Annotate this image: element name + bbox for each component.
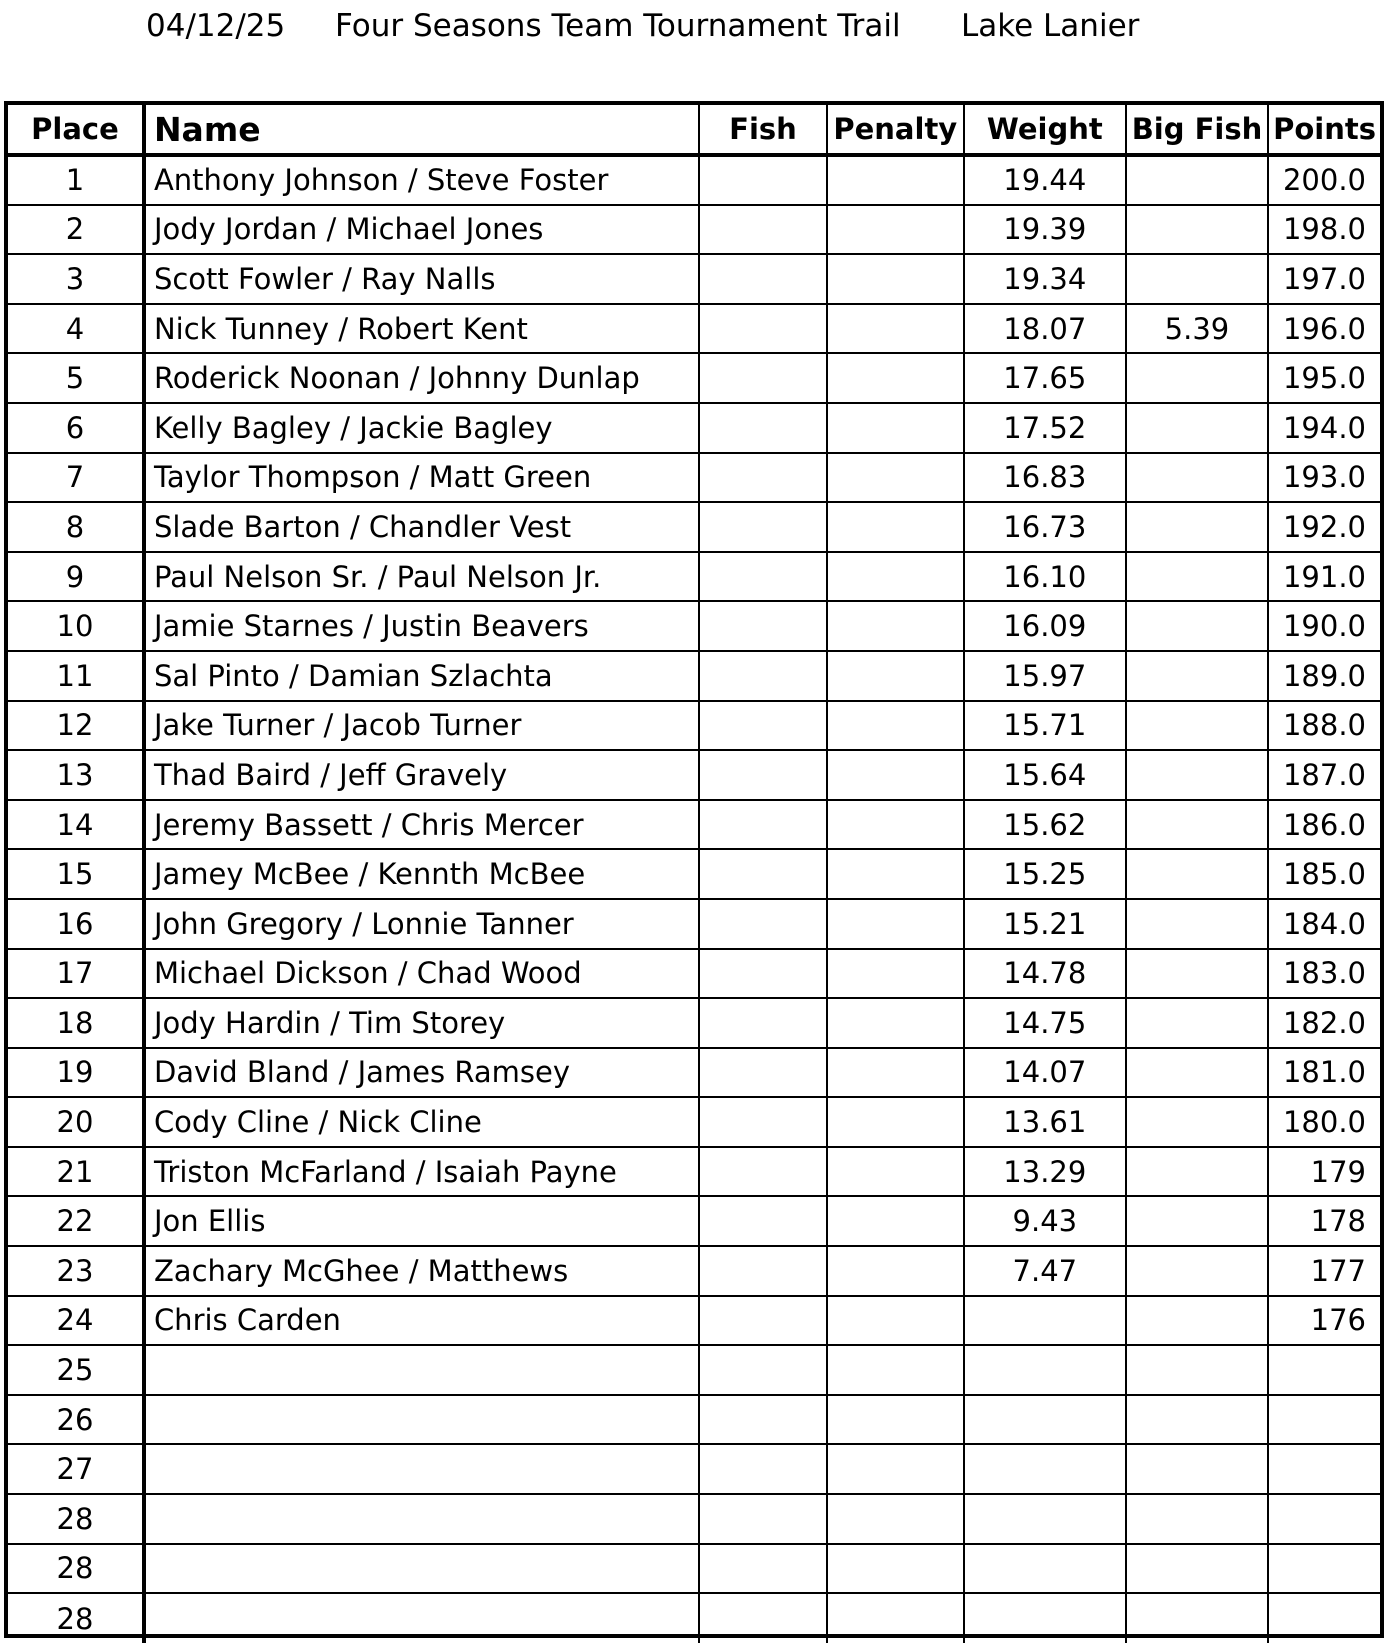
penalty-cell	[827, 1196, 964, 1246]
place-cell: 9	[8, 552, 144, 602]
name-cell: John Gregory / Lonnie Tanner	[144, 899, 699, 949]
place-cell: 11	[8, 651, 144, 701]
penalty-cell	[827, 1544, 964, 1594]
penalty-cell	[827, 800, 964, 850]
place-cell: 28	[8, 1593, 144, 1643]
table-row	[8, 849, 1380, 899]
fish-cell	[699, 254, 827, 304]
big-fish-cell	[1126, 1494, 1268, 1544]
name-cell: Roderick Noonan / Johnny Dunlap	[144, 353, 699, 403]
big-fish-cell	[1126, 899, 1268, 949]
name-cell: Nick Tunney / Robert Kent	[144, 304, 699, 354]
place-cell: 22	[8, 1196, 144, 1246]
penalty-cell	[827, 1048, 964, 1098]
weight-cell: 9.43	[964, 1196, 1126, 1246]
table-row	[8, 502, 1380, 552]
big-fish-cell	[1126, 601, 1268, 651]
weight-cell: 15.25	[964, 849, 1126, 899]
penalty-cell	[827, 1593, 964, 1643]
weight-cell	[964, 1544, 1126, 1594]
place-cell: 3	[8, 254, 144, 304]
table-row	[8, 155, 1380, 205]
penalty-cell	[827, 899, 964, 949]
points-cell: 180.0	[1268, 1097, 1380, 1147]
place-cell: 24	[8, 1296, 144, 1346]
name-cell: Jon Ellis	[144, 1196, 699, 1246]
points-cell	[1268, 1544, 1380, 1594]
table-row	[8, 453, 1380, 503]
points-cell: 185.0	[1268, 849, 1380, 899]
big-fish-cell	[1126, 701, 1268, 751]
name-cell	[144, 1444, 699, 1494]
penalty-cell	[827, 304, 964, 354]
name-cell: Anthony Johnson / Steve Foster	[144, 155, 699, 205]
place-cell: 16	[8, 899, 144, 949]
points-cell: 190.0	[1268, 601, 1380, 651]
place-cell: 26	[8, 1395, 144, 1445]
penalty-cell	[827, 701, 964, 751]
penalty-cell	[827, 1494, 964, 1544]
weight-cell: 14.75	[964, 998, 1126, 1048]
fish-cell	[699, 1544, 827, 1594]
weight-cell: 13.61	[964, 1097, 1126, 1147]
fish-cell	[699, 205, 827, 255]
weight-cell: 15.21	[964, 899, 1126, 949]
name-cell: Sal Pinto / Damian Szlachta	[144, 651, 699, 701]
name-cell: Jody Hardin / Tim Storey	[144, 998, 699, 1048]
big-fish-cell	[1126, 1593, 1268, 1643]
place-cell: 2	[8, 205, 144, 255]
penalty-cell	[827, 403, 964, 453]
weight-cell: 15.62	[964, 800, 1126, 850]
table-row	[8, 1147, 1380, 1197]
points-cell: 187.0	[1268, 750, 1380, 800]
points-cell: 194.0	[1268, 403, 1380, 453]
big-fish-cell	[1126, 651, 1268, 701]
points-cell: 200.0	[1268, 155, 1380, 205]
penalty-cell	[827, 1147, 964, 1197]
name-cell	[144, 1395, 699, 1445]
place-cell: 15	[8, 849, 144, 899]
fish-cell	[699, 701, 827, 751]
name-cell	[144, 1345, 699, 1395]
fish-cell	[699, 403, 827, 453]
table-row	[8, 304, 1380, 354]
table-row	[8, 1296, 1380, 1346]
weight-cell: 19.34	[964, 254, 1126, 304]
penalty-cell	[827, 1345, 964, 1395]
name-cell: Thad Baird / Jeff Gravely	[144, 750, 699, 800]
tournament-title: Four Seasons Team Tournament Trail	[335, 8, 901, 44]
weight-cell: 16.09	[964, 601, 1126, 651]
column-header-fish: Fish	[699, 105, 827, 155]
big-fish-cell	[1126, 849, 1268, 899]
big-fish-cell	[1126, 1544, 1268, 1594]
points-cell: 183.0	[1268, 949, 1380, 999]
column-header-points: Points	[1268, 105, 1380, 155]
name-cell	[144, 1494, 699, 1544]
penalty-cell	[827, 998, 964, 1048]
big-fish-cell	[1126, 1097, 1268, 1147]
place-cell: 21	[8, 1147, 144, 1197]
big-fish-cell	[1126, 1048, 1268, 1098]
fish-cell	[699, 1444, 827, 1494]
big-fish-cell: 5.39	[1126, 304, 1268, 354]
tournament-date: 04/12/25	[146, 8, 286, 44]
fish-cell	[699, 552, 827, 602]
fish-cell	[699, 1395, 827, 1445]
penalty-cell	[827, 849, 964, 899]
big-fish-cell	[1126, 1196, 1268, 1246]
weight-cell: 16.73	[964, 502, 1126, 552]
place-cell: 28	[8, 1494, 144, 1544]
points-cell: 195.0	[1268, 353, 1380, 403]
fish-cell	[699, 453, 827, 503]
big-fish-cell	[1126, 254, 1268, 304]
weight-cell	[964, 1395, 1126, 1445]
fish-cell	[699, 1246, 827, 1296]
place-cell: 4	[8, 304, 144, 354]
table-row	[8, 949, 1380, 999]
weight-cell: 13.29	[964, 1147, 1126, 1197]
name-cell: Jamey McBee / Kennth McBee	[144, 849, 699, 899]
big-fish-cell	[1126, 552, 1268, 602]
penalty-cell	[827, 1246, 964, 1296]
penalty-cell	[827, 601, 964, 651]
weight-cell: 19.39	[964, 205, 1126, 255]
big-fish-cell	[1126, 403, 1268, 453]
table-row	[8, 205, 1380, 255]
points-cell	[1268, 1345, 1380, 1395]
points-cell: 178	[1268, 1196, 1380, 1246]
place-cell: 19	[8, 1048, 144, 1098]
place-cell: 6	[8, 403, 144, 453]
fish-cell	[699, 949, 827, 999]
name-cell	[144, 1544, 699, 1594]
name-cell: Triston McFarland / Isaiah Payne	[144, 1147, 699, 1197]
fish-cell	[699, 155, 827, 205]
fish-cell	[699, 1345, 827, 1395]
name-cell: Chris Carden	[144, 1296, 699, 1346]
column-header-place: Place	[8, 105, 144, 155]
big-fish-cell	[1126, 1395, 1268, 1445]
big-fish-cell	[1126, 353, 1268, 403]
table-row	[8, 800, 1380, 850]
fish-cell	[699, 1097, 827, 1147]
name-cell: David Bland / James Ramsey	[144, 1048, 699, 1098]
fish-cell	[699, 899, 827, 949]
name-cell: Michael Dickson / Chad Wood	[144, 949, 699, 999]
points-cell: 182.0	[1268, 998, 1380, 1048]
penalty-cell	[827, 155, 964, 205]
big-fish-cell	[1126, 1147, 1268, 1197]
header-row	[8, 105, 1380, 155]
lake-name: Lake Lanier	[961, 8, 1140, 44]
table-row	[8, 601, 1380, 651]
table-row	[8, 651, 1380, 701]
fish-cell	[699, 1147, 827, 1197]
weight-cell: 18.07	[964, 304, 1126, 354]
column-header-big-fish: Big Fish	[1126, 105, 1268, 155]
fish-cell	[699, 502, 827, 552]
fish-cell	[699, 353, 827, 403]
name-cell: Zachary McGhee / Matthews	[144, 1246, 699, 1296]
big-fish-cell	[1126, 800, 1268, 850]
place-cell: 17	[8, 949, 144, 999]
weight-cell: 17.52	[964, 403, 1126, 453]
weight-cell	[964, 1593, 1126, 1643]
name-cell: Jamie Starnes / Justin Beavers	[144, 601, 699, 651]
fish-cell	[699, 1048, 827, 1098]
table-row	[8, 254, 1380, 304]
big-fish-cell	[1126, 205, 1268, 255]
penalty-cell	[827, 205, 964, 255]
big-fish-cell	[1126, 750, 1268, 800]
table-row	[8, 1048, 1380, 1098]
place-cell: 28	[8, 1544, 144, 1594]
name-cell: Cody Cline / Nick Cline	[144, 1097, 699, 1147]
penalty-cell	[827, 1097, 964, 1147]
weight-cell: 19.44	[964, 155, 1126, 205]
penalty-cell	[827, 502, 964, 552]
table-row	[8, 552, 1380, 602]
penalty-cell	[827, 1296, 964, 1346]
place-cell: 1	[8, 155, 144, 205]
points-cell: 189.0	[1268, 651, 1380, 701]
table-row	[8, 1395, 1380, 1445]
penalty-cell	[827, 1395, 964, 1445]
table-row	[8, 1097, 1380, 1147]
name-cell: Taylor Thompson / Matt Green	[144, 453, 699, 503]
table-row	[8, 1593, 1380, 1643]
table-row	[8, 1544, 1380, 1594]
fish-cell	[699, 1593, 827, 1643]
big-fish-cell	[1126, 1444, 1268, 1494]
penalty-cell	[827, 254, 964, 304]
place-cell: 14	[8, 800, 144, 850]
column-header-weight: Weight	[964, 105, 1126, 155]
fish-cell	[699, 1296, 827, 1346]
penalty-cell	[827, 1444, 964, 1494]
table-row	[8, 1345, 1380, 1395]
fish-cell	[699, 800, 827, 850]
big-fish-cell	[1126, 502, 1268, 552]
points-cell: 193.0	[1268, 453, 1380, 503]
fish-cell	[699, 1494, 827, 1544]
big-fish-cell	[1126, 949, 1268, 999]
big-fish-cell	[1126, 1345, 1268, 1395]
name-cell: Scott Fowler / Ray Nalls	[144, 254, 699, 304]
points-cell: 184.0	[1268, 899, 1380, 949]
table-row	[8, 701, 1380, 751]
name-cell: Jeremy Bassett / Chris Mercer	[144, 800, 699, 850]
place-cell: 18	[8, 998, 144, 1048]
column-header-penalty: Penalty	[827, 105, 964, 155]
big-fish-cell	[1126, 1246, 1268, 1296]
points-cell: 176	[1268, 1296, 1380, 1346]
points-cell: 197.0	[1268, 254, 1380, 304]
name-cell	[144, 1593, 699, 1643]
points-cell: 188.0	[1268, 701, 1380, 751]
weight-cell: 16.10	[964, 552, 1126, 602]
fish-cell	[699, 998, 827, 1048]
table-row	[8, 1196, 1380, 1246]
weight-cell: 15.64	[964, 750, 1126, 800]
place-cell: 13	[8, 750, 144, 800]
column-header-name: Name	[144, 105, 699, 155]
points-cell	[1268, 1494, 1380, 1544]
points-cell	[1268, 1593, 1380, 1643]
weight-cell	[964, 1494, 1126, 1544]
points-cell	[1268, 1444, 1380, 1494]
place-cell: 8	[8, 502, 144, 552]
fish-cell	[699, 1196, 827, 1246]
weight-cell: 14.07	[964, 1048, 1126, 1098]
weight-cell: 17.65	[964, 353, 1126, 403]
weight-cell: 14.78	[964, 949, 1126, 999]
fish-cell	[699, 849, 827, 899]
points-cell: 191.0	[1268, 552, 1380, 602]
points-cell: 186.0	[1268, 800, 1380, 850]
weight-cell: 16.83	[964, 453, 1126, 503]
weight-cell: 15.97	[964, 651, 1126, 701]
weight-cell: 7.47	[964, 1246, 1126, 1296]
name-cell: Paul Nelson Sr. / Paul Nelson Jr.	[144, 552, 699, 602]
table-row	[8, 998, 1380, 1048]
fish-cell	[699, 651, 827, 701]
place-cell: 7	[8, 453, 144, 503]
points-cell: 179	[1268, 1147, 1380, 1197]
place-cell: 12	[8, 701, 144, 751]
weight-cell	[964, 1444, 1126, 1494]
points-cell: 198.0	[1268, 205, 1380, 255]
name-cell: Slade Barton / Chandler Vest	[144, 502, 699, 552]
penalty-cell	[827, 750, 964, 800]
big-fish-cell	[1126, 453, 1268, 503]
table-row	[8, 353, 1380, 403]
place-cell: 25	[8, 1345, 144, 1395]
big-fish-cell	[1126, 155, 1268, 205]
place-cell: 27	[8, 1444, 144, 1494]
table-row	[8, 1444, 1380, 1494]
points-cell: 177	[1268, 1246, 1380, 1296]
points-cell	[1268, 1395, 1380, 1445]
weight-cell	[964, 1296, 1126, 1346]
fish-cell	[699, 750, 827, 800]
table-row	[8, 899, 1380, 949]
results-body	[8, 155, 1380, 1643]
fish-cell	[699, 304, 827, 354]
place-cell: 10	[8, 601, 144, 651]
points-cell: 192.0	[1268, 502, 1380, 552]
weight-cell	[964, 1345, 1126, 1395]
table-row	[8, 403, 1380, 453]
table-row	[8, 1246, 1380, 1296]
fish-cell	[699, 601, 827, 651]
penalty-cell	[827, 453, 964, 503]
results-table-frame	[4, 101, 1384, 1638]
weight-cell: 15.71	[964, 701, 1126, 751]
results-table	[8, 105, 1380, 1643]
penalty-cell	[827, 949, 964, 999]
penalty-cell	[827, 353, 964, 403]
big-fish-cell	[1126, 1296, 1268, 1346]
name-cell: Jake Turner / Jacob Turner	[144, 701, 699, 751]
table-row	[8, 1494, 1380, 1544]
big-fish-cell	[1126, 998, 1268, 1048]
penalty-cell	[827, 651, 964, 701]
penalty-cell	[827, 552, 964, 602]
place-cell: 23	[8, 1246, 144, 1296]
points-cell: 196.0	[1268, 304, 1380, 354]
table-row	[8, 750, 1380, 800]
place-cell: 20	[8, 1097, 144, 1147]
points-cell: 181.0	[1268, 1048, 1380, 1098]
place-cell: 5	[8, 353, 144, 403]
name-cell: Jody Jordan / Michael Jones	[144, 205, 699, 255]
name-cell: Kelly Bagley / Jackie Bagley	[144, 403, 699, 453]
